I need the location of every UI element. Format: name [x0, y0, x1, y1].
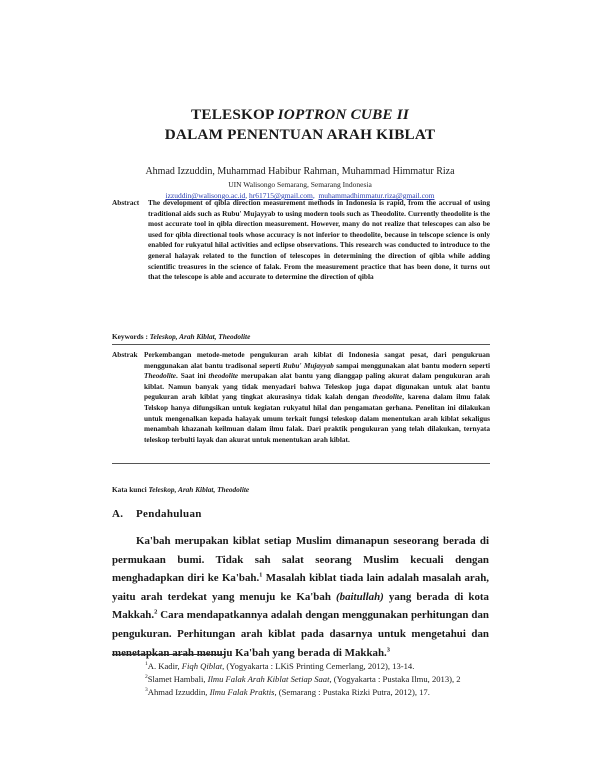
section-heading	[112, 508, 202, 520]
kata-kunci-value: Teleskop, Arah Kiblat, Theodolite	[148, 485, 250, 494]
abstract-label: Abstract	[112, 198, 140, 207]
keywords-indonesian	[112, 485, 249, 494]
email-link-1[interactable]: izzuddin@walisongo.ac.id	[165, 191, 246, 200]
keywords-value: Teleskop, Arah Kiblat, Theodolite	[149, 332, 251, 341]
footnote-1: $^1$A. Kadir, Fiqh Qiblat, (Yogyakarta : LKiS Printing Cemerlang, 2012), 13-14.	[145, 661, 415, 671]
section-number: A.	[112, 508, 124, 520]
footnote-ref-1[interactable]: 1	[259, 571, 263, 579]
abstract-english	[112, 198, 490, 330]
abstract-divider-top	[112, 344, 490, 345]
email-link-3[interactable]: muhammadhimmatur.riza@gmail.com	[318, 191, 435, 200]
keywords-english	[112, 332, 250, 341]
affiliation: UIN Walisongo Semarang, Semarang Indonesia	[228, 180, 372, 189]
email-separator-2: ,	[312, 191, 315, 200]
abstract-divider-bottom	[112, 463, 490, 464]
footnote-3: $^3$Ahmad Izzuddin, Ilmu Falak Praktis, (Semarang : Pustaka Rizki Putra, 2012), 17.	[145, 687, 430, 697]
footnote-ref-3[interactable]: 3	[386, 645, 390, 653]
footnote-rule	[112, 654, 224, 655]
title-plain: TELESKOP	[191, 106, 278, 123]
title-italic: IOPTRON CUBE II	[277, 106, 409, 123]
paper-title-line-2: DALAM PENENTUAN ARAH KIBLAT	[164, 126, 436, 143]
author-list: Ahmad Izzuddin, Muhammad Habibur Rahman, Muhammad Himmatur Riza	[145, 166, 455, 177]
email-link-2[interactable]: hr61715@gmail.com	[249, 191, 313, 200]
abstrak-label: Abstrak	[112, 350, 138, 359]
footnote-ref-2[interactable]: 2	[154, 608, 158, 616]
kata-kunci-label: Kata kunci	[112, 485, 147, 494]
email-separator-1: ,	[245, 191, 248, 200]
intro-paragraph: Ka'bah merupakan kiblat setiap Muslim dimanapun seseorang berada di permukaan bumi. Tidak sah salat seorang Muslim kecuali dengan menghadapkan diri ke Ka'bah.$^1$ Masalah kiblat tiada lain adalah masalah arah, yaitu arah terdekat yang menuju ke Ka'bah (baitullah) yang berada di kota Makkah.$^2$ Cara mendapatkannya adalah dengan menggunakan perhitungan dan pengukuran. Perhitungan arah kiblat pada dasarnya untuk mengetahui dan menetapkan arah menuju Ka'bah yang berada di Makkah.$^3$	[112, 535, 489, 659]
footnote-2: $^2$Slamet Hambali, Ilmu Falak Arah Kiblat Setiap Saat, (Yogyakarta : Pustaka Ilmu, 2013), 2	[145, 674, 461, 684]
keywords-label: Keywords :	[112, 332, 148, 341]
abstract-english-text: The development of qibla direction measurement methods in Indonesia is rapid, from the accrual of using traditional aids such as Rubu' Mujayyab to using modern tools such as Theodolite. Currently theodolite is the most accurate tool in qibla direction measurement. However, many do not realize that telescopes can also be used for qibla directional tools whose accuracy is not inferior to theodolite, because in telscope science is only enabled for rukyatul hilal activities and eclipse observations. This research was conducted to introduce to the general halayak related to the function of telescopes in determining the direction of qibla while adding scientific treasures in the science of falak. From the measurement practice that has been done, it turns out that the telescope is able and accurate to determine the direction of qibla	[148, 198, 490, 282]
section-title: Pendahuluan	[136, 508, 202, 520]
paper-title-line-1	[0, 106, 600, 124]
abstract-indonesian-text: Perkembangan metode-metode pengukuran arah kiblat di Indonesia sangat pesat, dari pengukruan menggunakan alat bantu tradisonal seperti Rubu' Mujayyab sampai menggunakan alat bantu modern seperti Theodolite. Saat ini theodolite merupakan alat bantu yang dianggap paling akurat dalam pengukuran arah kiblat. Namun banyak yang tidak menyadari bahwa Teleskop juga dapat digunakan untuk alat bantu pegukuran arah kiblat yang tingkat akurasinya tidak kalah dengan theodolite, karena dalam ilmu falak Telskop hanya difungsikan untuk kegiatan rukyatul hilal dan pengamatan gerhana. Penelitan ini dilakukan untuk mengenalkan kepada halayak umum terkait fungsi teleskop dalam menentukan arah kiblat sekaligus menambah khazanah keilmuan dalam ilmu falak. Dari praktik pengukuran yang telah dilakukan, ternyata teleskop terbulti layak dan akurat untuk menentukan arah kiblat.	[144, 350, 491, 444]
